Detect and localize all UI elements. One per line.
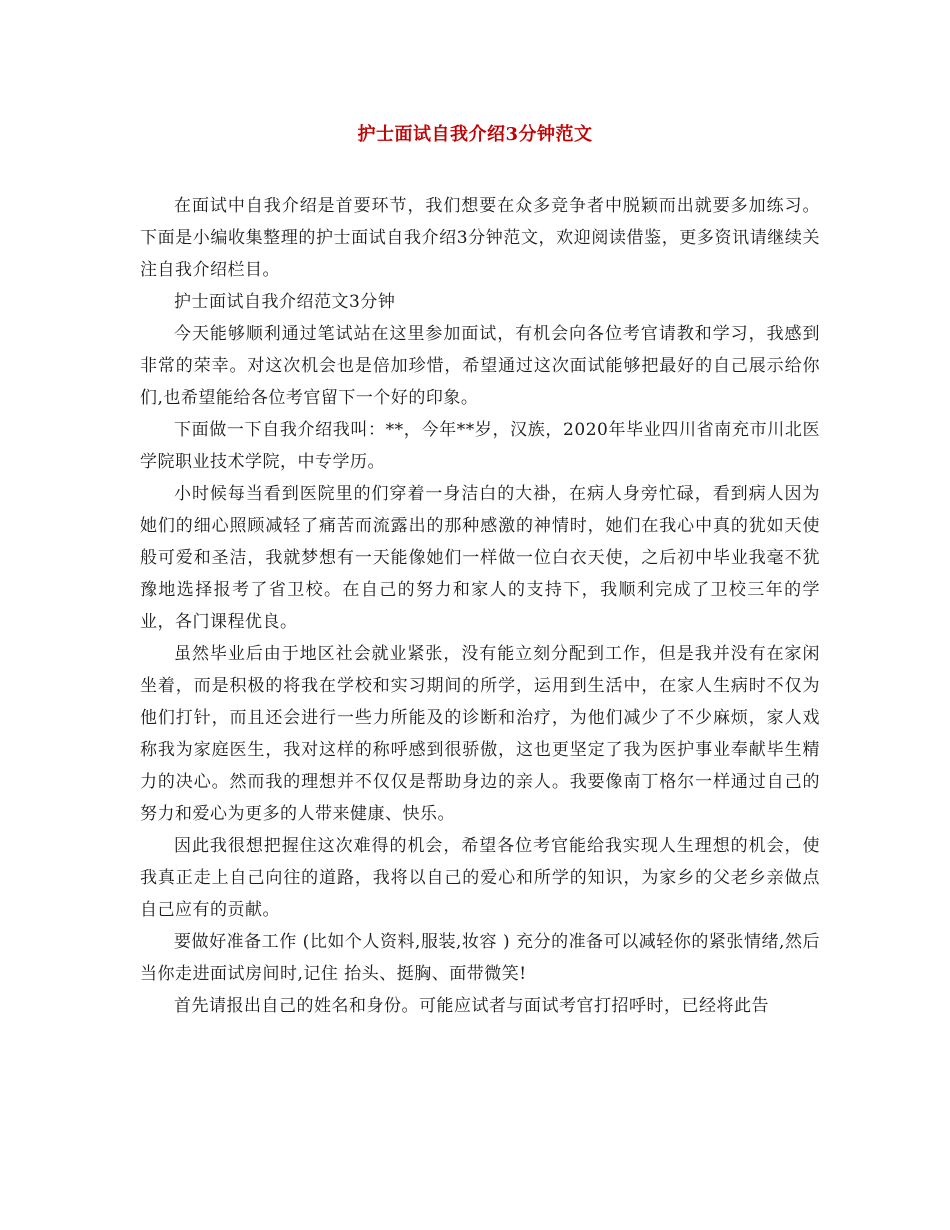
document-body — [140, 190, 820, 1022]
paragraph-intro: 在面试中自我介绍是首要环节，我们想要在众多竞争者中脱颖而出就要多加练习。下面是小编收集整理的护士面试自我介绍3分钟范文，欢迎阅读借鉴，更多资讯请继续关注自我介绍栏目。 — [140, 196, 820, 280]
document-title: 护士面试自我介绍3分钟范文 — [357, 124, 593, 145]
paragraph-after-graduation: 虽然毕业后由于地区社会就业紧张，没有能立刻分配到工作，但是我并没有在家闲坐着，而是积极的将我在学校和实习期间的所学，运用到生活中，在家人生病时不仅为他们打针，而且还会进行一些力所能及的诊断和治疗，为他们减少了不少麻烦，家人戏称我为家庭医生，我对这样的称呼感到很骄傲，这也更坚定了我为医护事业奉献毕生精力的决心。然而我的理想并不仅仅是帮助身边的亲人。我要像南丁格尔一样通过自己的努力和爱心为更多的人带来健康、快乐。 — [140, 644, 820, 824]
paragraph-opportunity: 因此我很想把握住这次难得的机会，希望各位考官能给我实现人生理想的机会，使我真正走上自己向往的道路，我将以自己的爱心和所学的知识，为家乡的父老乡亲做点自己应有的贡献。 — [140, 836, 820, 920]
paragraph-childhood: 小时候每当看到医院里的们穿着一身洁白的大褂，在病人身旁忙碌，看到病人因为她们的细心照顾减轻了痛苦而流露出的那种感激的神情时，她们在我心中真的犹如天使般可爱和圣洁，我就梦想有一天能像她们一样做一位白衣天使，之后初中毕业我毫不犹豫地选择报考了省卫校。在自己的努力和家人的支持下，我顺利完成了卫校三年的学业，各门课程优良。 — [140, 484, 820, 632]
paragraph-preparation: 要做好准备工作 (比如个人资料,服装,妆容 ) 充分的准备可以减轻你的紧张情绪,然后当你走进面试房间时,记住 抬头、挺胸、面带微笑! — [140, 932, 820, 984]
paragraph-self-intro: 下面做一下自我介绍我叫：**，今年**岁，汉族，2020年毕业四川省南充市川北医学院职业技术学院，中专学历。 — [140, 420, 820, 472]
paragraph-greeting: 今天能够顺利通过笔试站在这里参加面试，有机会向各位考官请教和学习，我感到非常的荣幸。对这次机会也是倍加珍惜，希望通过这次面试能够把最好的自己展示给你们,也希望能给各位考官留下一个好的印象。 — [140, 324, 820, 408]
paragraph-subheading: 护士面试自我介绍范文3分钟 — [174, 292, 396, 312]
paragraph-name-identity: 首先请报出自己的姓名和身份。可能应试者与面试考官打招呼时，已经将此告 — [174, 996, 769, 1016]
